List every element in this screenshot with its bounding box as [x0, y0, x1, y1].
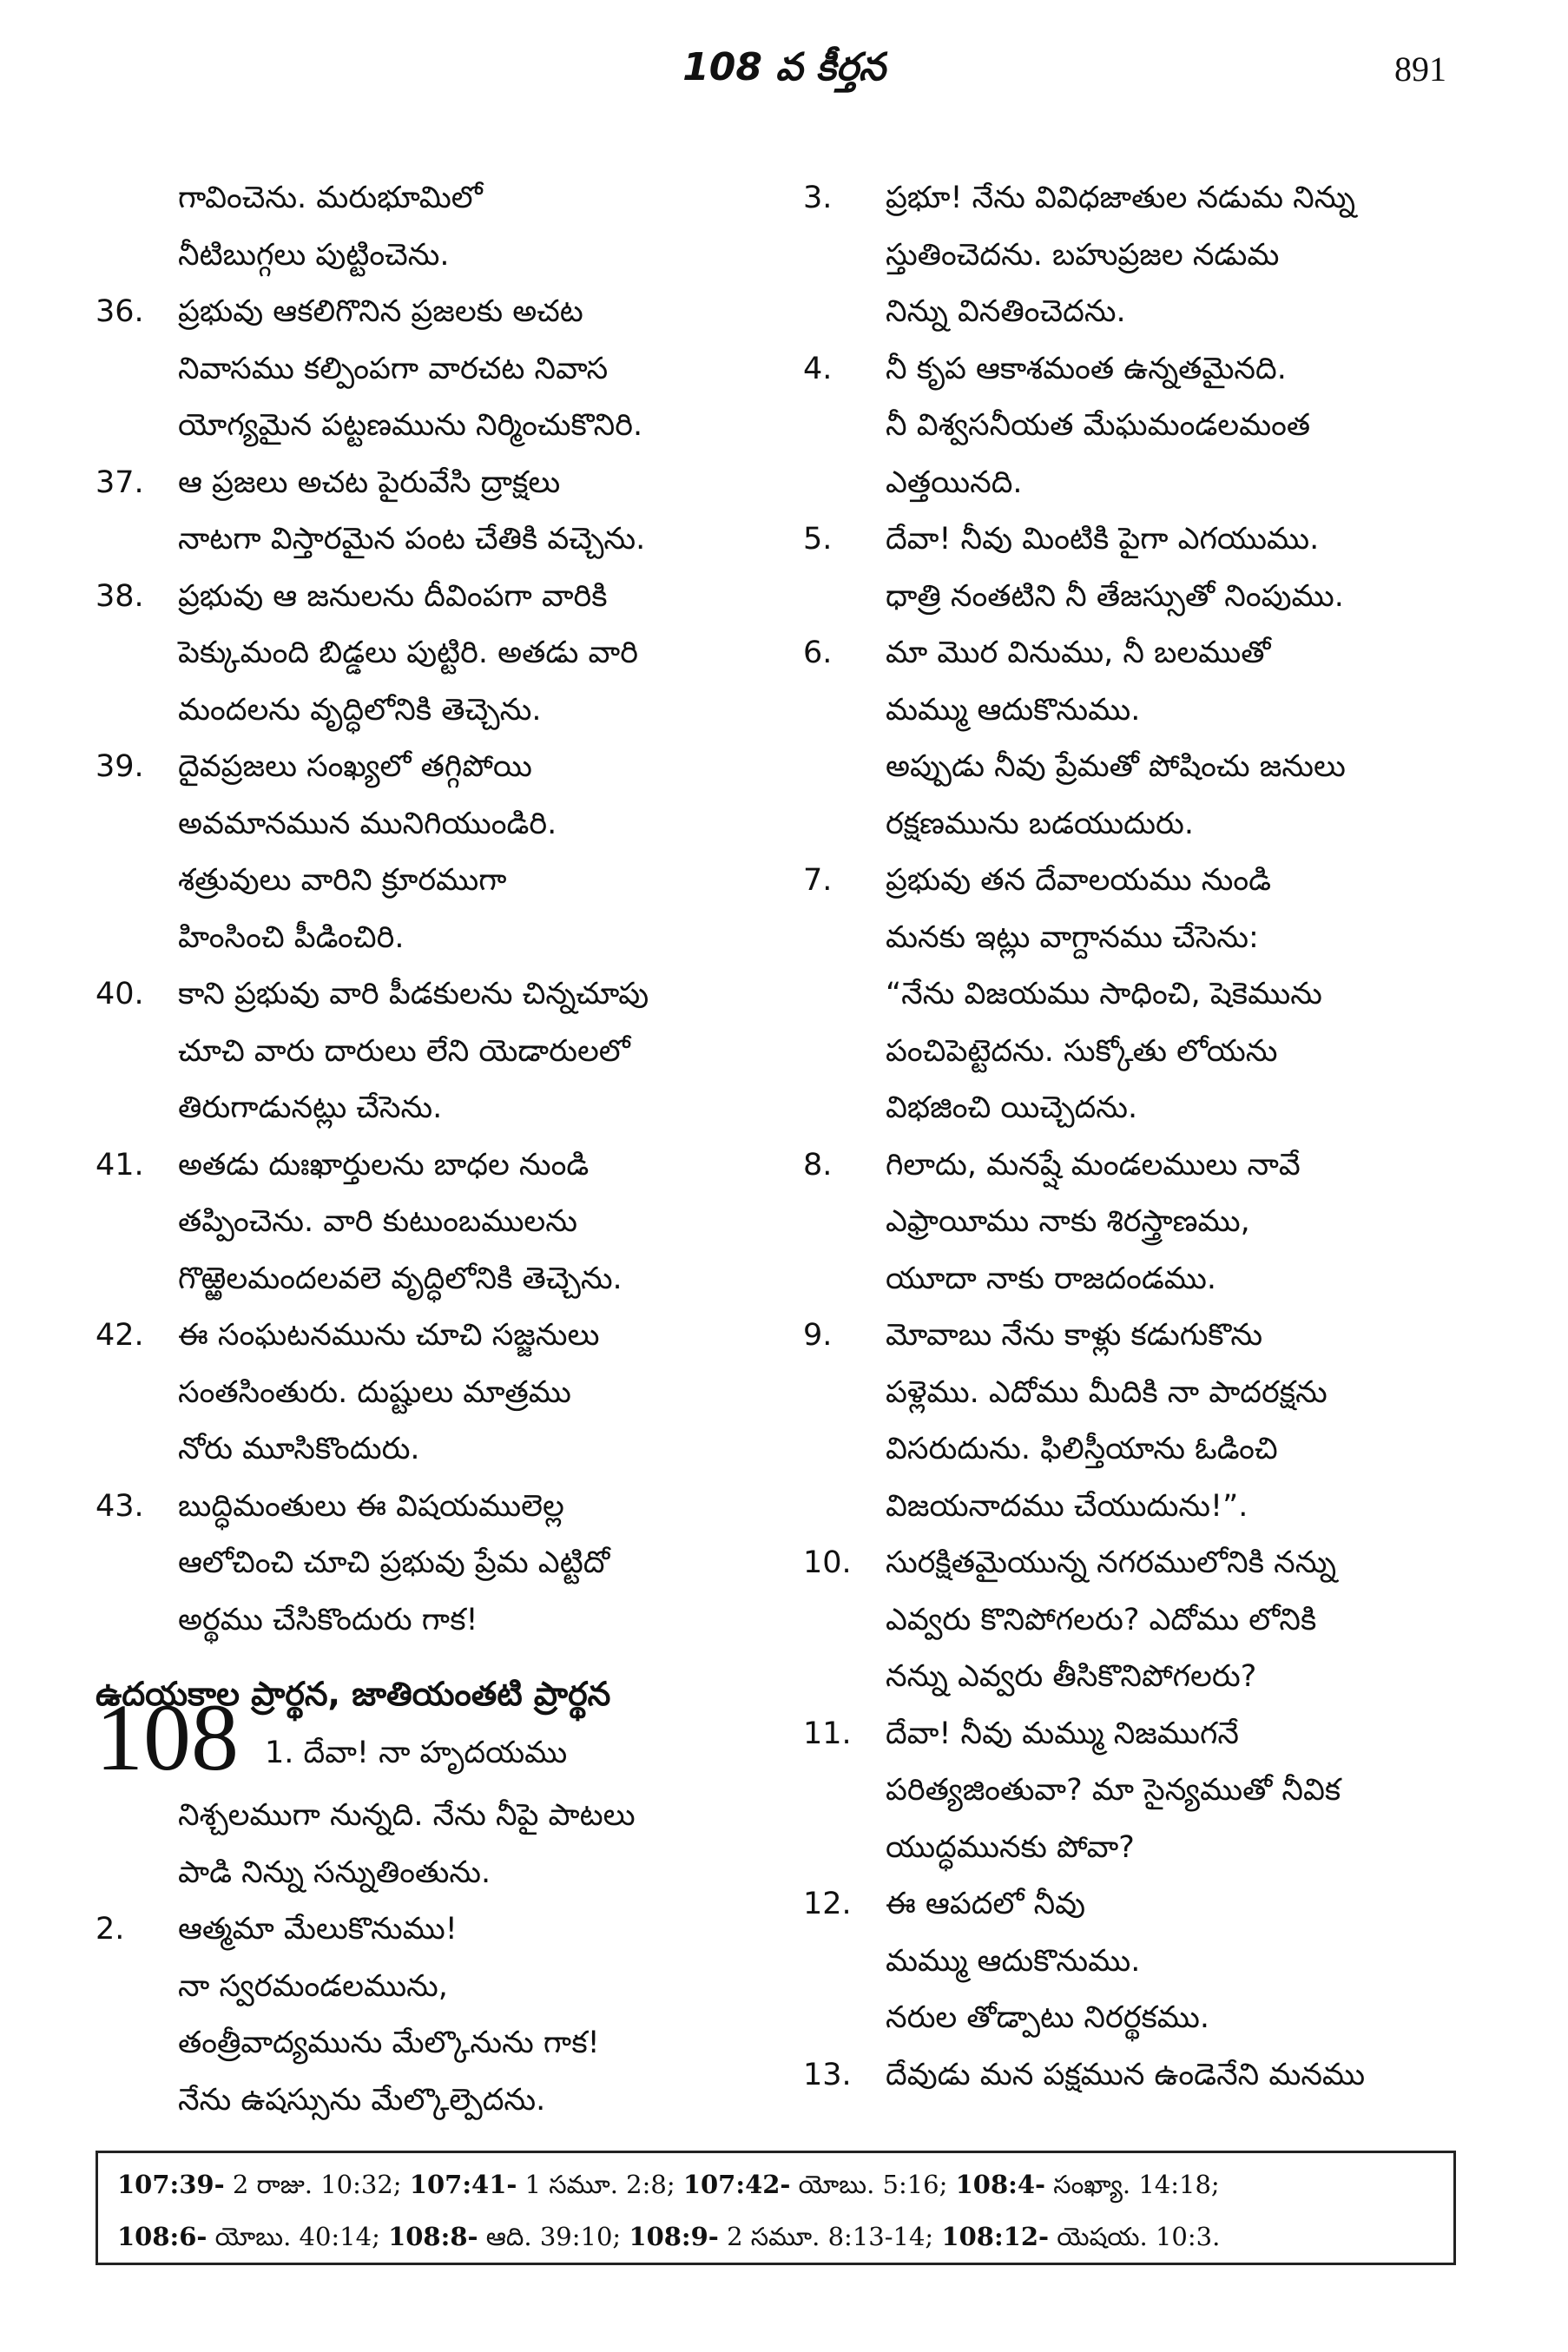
page-header-title: 108 వ కీర్తన [682, 45, 886, 89]
verse-line [803, 227, 1463, 285]
verse-line [96, 511, 764, 569]
verse-line [96, 1592, 764, 1650]
verse-line [803, 455, 1463, 512]
verse-text: మందలను వృద్ధిలోనికి తెచ్చెను. [178, 692, 542, 728]
verse-line [803, 2047, 1463, 2105]
verse-line [803, 1479, 1463, 1536]
verse-line [803, 1024, 1463, 1081]
verse-number: 3. [803, 181, 833, 215]
reference-text: యోబు. 40:14; [207, 2222, 389, 2251]
reference-text: 2 సమూ. 8:13-14; [718, 2222, 942, 2251]
verse-text: యోగ్యమైన పట్టణమును నిర్మించుకొనిరి. [178, 408, 643, 443]
verse-line [96, 284, 764, 341]
verse-line [96, 1365, 764, 1422]
verse-line [803, 966, 1463, 1024]
reference-text: 2 రాజు. 10:32; [224, 2170, 410, 2199]
verse-text: “నేను విజయము సాధించి, షెకెమును [886, 977, 1322, 1011]
verse-line [96, 455, 764, 512]
verse-line [803, 1934, 1463, 1991]
verse-line [803, 1137, 1463, 1195]
references-row [117, 2210, 1434, 2263]
verse-text: ధాత్రి నంతటిని నీ తేజస్సుతో నింపుము. [886, 578, 1344, 614]
verse-number: 10. [803, 1545, 852, 1580]
verse-text: ఆ ప్రజలు అచట పైరువేసి ద్రాక్షలు [178, 464, 561, 500]
verse-text: పరిత్యజింతువా? మా సైన్యముతో నీవిక [886, 1773, 1341, 1808]
verse-text: పాడి నిన్ను సన్నుతింతును. [178, 1855, 491, 1890]
verse-line [803, 1080, 1463, 1137]
verse-text: రక్షణమును బడయుదురు. [886, 806, 1194, 841]
verse-text: నీ కృప ఆకాశమంత ఉన్నతమైనది. [886, 351, 1287, 386]
verse-text: 1. దేవా! నా హృదయము [265, 1736, 568, 1770]
verse-line [96, 227, 764, 285]
verse-text: నరుల తోడ్పాటు నిరర్థకము. [886, 2000, 1210, 2035]
verse-line [96, 1421, 764, 1479]
verse-line [96, 398, 764, 455]
reference-label: 107:41- [409, 2170, 517, 2199]
verse-line [96, 1308, 764, 1365]
verse-number: 6. [803, 636, 833, 670]
verse-line [96, 1535, 764, 1592]
verse-line [803, 1592, 1463, 1650]
verse-line [96, 341, 764, 399]
verse-text: అర్థము చేసికొందురు గాక! [178, 1602, 478, 1637]
verse-text: తిరుగాడునట్లు చేసెను. [178, 1090, 443, 1125]
verse-text: మమ్ము ఆదుకొనుము. [886, 692, 1141, 728]
verse-text: మనకు ఇట్లు వాగ్దానము చేసెను: [886, 919, 1259, 955]
verse-line [96, 625, 764, 682]
verse-text: అప్పుడు నీవు ప్రేమతో పోషించు జనులు [886, 749, 1346, 784]
verse-line [803, 739, 1463, 796]
verse-line [803, 625, 1463, 682]
verse-line [803, 1194, 1463, 1251]
psalm-heading: ఉదయకాల ప్రార్థన, జాతియంతటి ప్రార్థన [96, 1675, 611, 1713]
verse-line [803, 1820, 1463, 1877]
verse-text: పళ్లెము. ఎదోము మీదికి నా పాదరక్షను [886, 1374, 1328, 1410]
verse-line [96, 682, 764, 740]
reference-text: ఆది. 39:10; [478, 2222, 629, 2251]
reference-label: 108:12- [941, 2222, 1050, 2251]
verse-text: నేను ఉషస్సును మేల్కొల్పెదను. [178, 2082, 546, 2118]
verse-line [803, 682, 1463, 740]
reference-label: 108:6- [117, 2222, 208, 2251]
reference-text: 1 సమూ. 2:8; [517, 2170, 683, 2199]
verse-line [96, 1080, 764, 1137]
verse-line [96, 2072, 764, 2130]
verse-text: ప్రభువు ఆకలిగొనిన ప్రజలకు అచట [178, 294, 583, 329]
verse-text: విజయనాదము చేయుదును!”. [886, 1488, 1248, 1524]
verse-text: చూచి వారు దారులు లేని యెడారులలో [178, 1033, 630, 1069]
verse-text: ఎఫ్రాయీము నాకు శిరస్త్రాణము, [886, 1204, 1250, 1239]
verse-line [96, 569, 764, 626]
verse-line [96, 1251, 764, 1308]
verse-line [803, 1706, 1463, 1763]
left-column [96, 170, 764, 2129]
reference-text: యోబు. 5:16; [790, 2170, 956, 2199]
verse-text: కాని ప్రభువు వారి పీడకులను చిన్నచూపు [178, 977, 649, 1011]
verse-text: పంచిపెట్టెదను. సుక్కోతు లోయను [886, 1033, 1278, 1069]
verse-number: 38. [96, 578, 144, 614]
reference-label: 107:39- [117, 2170, 225, 2199]
chapter-number: 108 [96, 1684, 239, 1790]
verse-line [96, 910, 764, 967]
verse-text: ఆత్మమా మేలుకొనుము! [178, 1912, 458, 1947]
verse-line [803, 511, 1463, 569]
verse-line [803, 1308, 1463, 1365]
verse-number: 37. [96, 464, 144, 500]
verse-text: సురక్షితమైయున్న నగరములోనికి నన్ను [886, 1545, 1336, 1580]
verse-line [803, 1762, 1463, 1820]
verse-line [96, 966, 764, 1024]
verse-line [96, 1194, 764, 1251]
verse-text: నీ విశ్వసనీయత మేఘమండలమంత [886, 408, 1311, 443]
verse-text: గొఱ్ఱెలమందలవలె వృద్ధిలోనికి తెచ్చెను. [178, 1261, 623, 1296]
verse-number: 7. [803, 863, 833, 898]
verse-text: ఎత్తయినది. [886, 464, 1023, 500]
verse-line [96, 1901, 764, 1959]
references-row [117, 2158, 1434, 2210]
verse-text: నన్ను ఎవ్వరు తీసికొనిపోగలరు? [886, 1659, 1257, 1694]
verse-text: నిన్ను వినతించెదను. [886, 294, 1126, 329]
verse-number: 42. [96, 1318, 144, 1353]
verse-number: 13. [803, 2057, 852, 2092]
verse-text: సంతసింతురు. దుష్టులు మాత్రము [178, 1374, 571, 1410]
verse-line [96, 170, 764, 227]
verse-text: మమ్ము ఆదుకొనుము. [886, 1943, 1141, 1979]
verse-number: 41. [96, 1147, 144, 1183]
verse-line [96, 1024, 764, 1081]
right-column [803, 170, 1463, 2104]
verse-number: 8. [803, 1147, 833, 1183]
verse-text: దైవప్రజలు సంఖ్యలో తగ్గిపోయి [178, 749, 532, 784]
verse-line [803, 1535, 1463, 1592]
verse-number: 12. [803, 1887, 852, 1921]
verse-text: స్తుతించెదను. బహుప్రజల నడుమ [886, 237, 1280, 273]
verse-text: హింసించి పీడించిరి. [178, 919, 405, 955]
verse-line [803, 569, 1463, 626]
verse-text: ఎవ్వరు కొనిపోగలరు? ఎదోము లోనికి [886, 1602, 1317, 1637]
verse-text: అతడు దుఃఖార్తులను బాధల నుండి [178, 1147, 590, 1183]
verse-text: నోరు మూసికొందురు. [178, 1432, 420, 1466]
verse-line [803, 341, 1463, 399]
verse-line [803, 910, 1463, 967]
cross-references-box [96, 2151, 1456, 2265]
reference-label: 108:9- [629, 2222, 719, 2251]
verse-line [96, 1959, 764, 2016]
verse-line [96, 739, 764, 796]
verse-number: 11. [803, 1716, 852, 1751]
verse-text: ఈ సంఘటనమును చూచి సజ్జనులు [178, 1318, 600, 1353]
reference-label: 107:42- [682, 2170, 791, 2199]
verse-text: నా స్వరమండలమును, [178, 1968, 448, 2004]
verse-text: అవమానమున మునిగియుండిరి. [178, 806, 557, 841]
verse-line [96, 1479, 764, 1536]
verse-line [803, 1365, 1463, 1422]
verse-text: గావించెను. మరుభూమిలో [178, 181, 483, 215]
verse-text: బుద్ధిమంతులు ఈ విషయములెల్ల [178, 1488, 564, 1524]
verse-line [96, 1137, 764, 1195]
verse-line [803, 1649, 1463, 1706]
verse-text: నీటిబుగ్గలు పుట్టించెను. [178, 237, 450, 273]
verse-text: ప్రభూ! నేను వివిధజాతుల నడుమ నిన్ను [886, 181, 1355, 215]
verse-number: 4. [803, 351, 833, 386]
verse-line [803, 853, 1463, 910]
verse-line [803, 1990, 1463, 2047]
verse-text: గిలాదు, మనష్షే మండలములు నావే [886, 1147, 1301, 1183]
verse-text: తంత్రీవాద్యమును మేల్కొనును గాక! [178, 2026, 600, 2060]
verse-number: 5. [803, 522, 833, 557]
verse-text: దేవా! నీవు మమ్ము నిజముగనే [886, 1716, 1239, 1751]
verse-number: 9. [803, 1318, 833, 1353]
page-number: 891 [1394, 49, 1446, 89]
verse-line [96, 853, 764, 910]
verse-text: మా మొర వినుము, నీ బలముతో [886, 636, 1271, 670]
verse-line [803, 1251, 1463, 1308]
verse-text: దేవుడు మన పక్షమున ఉండెనేని మనము [886, 2057, 1366, 2092]
verse-line [803, 398, 1463, 455]
verse-text: పెక్కుమంది బిడ్డలు పుట్టిరి. అతడు వారి [178, 636, 638, 670]
verse-text: నాటగా విస్తారమైన పంట చేతికి వచ్చెను. [178, 522, 646, 557]
verse-text: యుద్ధమునకు పోవా? [886, 1829, 1135, 1865]
verse-line [803, 1876, 1463, 1934]
verse-line [803, 284, 1463, 341]
verse-text: ప్రభువు ఆ జనులను దీవింపగా వారికి [178, 578, 608, 614]
verse-text: విసరుదును. ఫిలిస్తీయాను ఓడించి [886, 1432, 1278, 1466]
reference-label: 108:4- [955, 2170, 1046, 2199]
verse-number: 40. [96, 977, 144, 1011]
verse-text: శత్రువులు వారిని క్రూరముగా [178, 863, 507, 898]
verse-line [803, 796, 1463, 853]
reference-text: యెషయ. 10:3. [1049, 2222, 1221, 2251]
verse-line [96, 1788, 764, 1845]
verse-line [803, 1421, 1463, 1479]
verse-text: దేవా! నీవు మింటికి పైగా ఎగయుము. [886, 522, 1320, 557]
verse-text: యూదా నాకు రాజదండము. [886, 1261, 1217, 1296]
verse-number: 36. [96, 294, 144, 329]
verse-number: 43. [96, 1488, 144, 1524]
verse-text: ఆలోచించి చూచి ప్రభువు ప్రేమ ఎట్టిదో [178, 1545, 610, 1580]
verse-line [96, 796, 764, 853]
verse-number: 2. [96, 1912, 125, 1947]
verse-text: విభజించి యిచ్చెదను. [886, 1090, 1138, 1125]
verse-number: 39. [96, 749, 144, 784]
verse-text: ప్రభువు తన దేవాలయము నుండి [886, 863, 1272, 898]
verse-line [803, 170, 1463, 227]
verse-text: ఈ ఆపదలో నీవు [886, 1887, 1086, 1921]
reference-text: సంఖ్యా. 14:18; [1045, 2170, 1220, 2199]
verse-text: నివాసము కల్పింపగా వారచట నివాస [178, 351, 609, 386]
verse-line [96, 2015, 764, 2072]
verse-text: తప్పించెను. వారి కుటుంబములను [178, 1204, 577, 1239]
verse-text: మోవాబు నేను కాళ్లు కడుగుకొను [886, 1318, 1263, 1353]
verse-line [96, 1845, 764, 1902]
verse-text: నిశ్చలముగా నున్నది. నేను నీపై పాటలు [178, 1798, 636, 1833]
reference-label: 108:8- [388, 2222, 478, 2251]
